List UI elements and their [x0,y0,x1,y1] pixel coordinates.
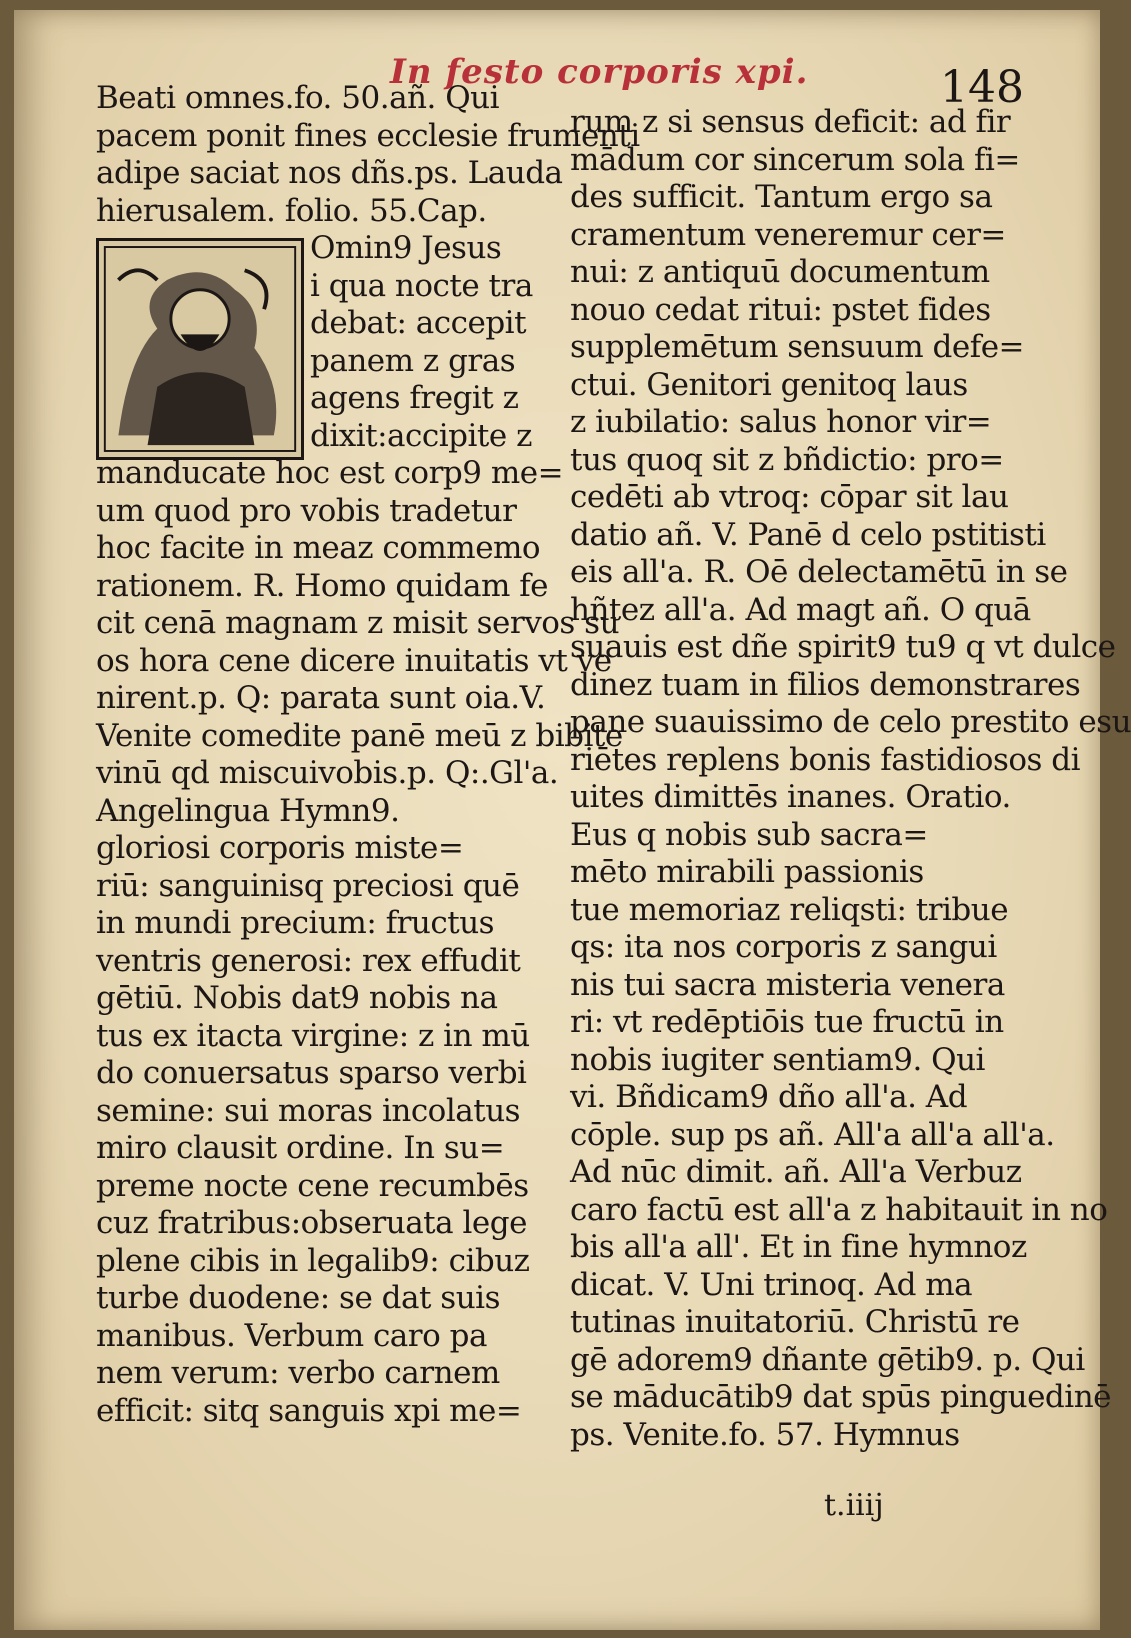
text-line: ventris generosi: rex effudit [96,942,521,979]
text-line: rum z si sensus deficit: ad fir [570,104,1011,140]
text-line: um quod pro vobis tradetur [96,492,517,529]
text-line: cōple. sup ps añ. All'a all'a all'a. [570,1116,1055,1153]
text-line: Venite comedite panē meū z bibite [96,717,623,754]
text-line: dicat. V. Uni trinoq. Ad ma [570,1266,973,1303]
text-line: nis tui sacra misteria venera [570,966,1005,1003]
text-line: qs: ita nos corporis z sangui [570,929,997,965]
text-line: cit cenā magnam z misit servos su [96,605,620,641]
text-line: vi. Bñdicam9 dño all'a. Ad [570,1079,968,1115]
text-line: adipe saciat nos dñs.ps. Lauda [96,155,563,191]
text-line: supplemētum sensuum defe= [570,329,1025,365]
running-header: In festo corporis xpi. [390,52,809,92]
text-line: hoc facite in meaz commemo [96,530,541,566]
text-line: pane suauissimo de celo prestito esu [570,704,1131,740]
text-line: se māducātib9 dat spūs pinguedinē [570,1379,1112,1415]
text-line: panem z gras [310,342,516,379]
text-line: efficit: sitq sanguis xpi me= [96,1392,522,1429]
text-line: dixit:accipite z [310,417,532,454]
text-line: z iubilatio: salus honor vir= [570,404,992,440]
text-line: nem verum: verbo carnem [96,1355,500,1391]
text-line: os hora cene dicere inuitatis vt ve [96,642,612,679]
text-line: riū: sanguinisq preciosi quē [96,867,520,904]
text-line: bis all'a all'. Et in fine hymnoz [570,1229,1027,1265]
text-line: uites dimittēs inanes. Oratio. [570,779,1011,815]
signature-mark: t.iiij [824,1488,884,1523]
text-line: cuz fratribus:obseruata lege [96,1205,527,1241]
text-line: nirent.p. Q: parata sunt oia.V. [96,680,546,716]
text-line: Beati omnes.fo. 50.añ. Qui [96,80,500,116]
text-line: gloriosi corporis miste= [96,830,464,866]
text-line: Omin9 Jesus [310,230,502,266]
text-line: manducate hoc est corp9 me= [96,455,564,491]
text-line: agens fregit z [310,380,519,416]
text-line: plene cibis in legalib9: cibuz [96,1242,530,1279]
folio-number: 148 [940,62,1024,113]
text-line: Eus q nobis sub sacra= [570,816,928,853]
text-line: vinū qd miscuivobis.p. Q:.Gl'a. [96,755,559,791]
text-line: riētes replens bonis fastidiosos di [570,741,1081,778]
text-line: cedēti ab vtroq: cōpar sit lau [570,479,1009,515]
text-line: tus ex itacta virgine: z in mū [96,1017,530,1054]
text-line: tue memoriaz reliqsti: tribue [570,891,1009,928]
text-line: dinez tuam in filios demonstrares [570,666,1081,703]
text-line: miro clausit ordine. In su= [96,1130,505,1166]
text-line: gē adorem9 dñante gētib9. p. Qui [570,1341,1085,1378]
text-line: ctui. Genitori genitoq laus [570,366,968,403]
text-line: Angelingua Hymn9. [96,792,400,829]
text-line: i qua nocte tra [310,267,533,304]
text-line: datio añ. V. Panē d celo pstitisti [570,516,1046,553]
text-line: turbe duodene: se dat suis [96,1280,501,1316]
text-line: preme nocte cene recumbēs [96,1167,529,1204]
text-line: nouo cedat ritui: pstet fides [570,291,991,328]
text-line: pacem ponit fines ecclesie frumenti [96,117,640,154]
text-line: suauis est dñe spirit9 tu9 q vt dulce [570,629,1116,665]
text-line: des sufficit. Tantum ergo sa [570,179,993,215]
text-line: semine: sui moras incolatus [96,1092,521,1129]
text-line: mādum cor sincerum sola fi= [570,141,1020,178]
text-line: nobis iugiter sentiam9. Qui [570,1041,985,1078]
text-line: eis all'a. R. Oē delectamētū in se [570,554,1068,590]
text-line: tutinas inuitatoriū. Christū re [570,1304,1020,1340]
text-line: cramentum veneremur cer= [570,216,1006,253]
text-line: debat: accepit [310,305,527,341]
text-line: hierusalem. folio. 55.Cap. [96,192,487,229]
text-line: manibus. Verbum caro pa [96,1317,487,1354]
text-line: gētiū. Nobis dat9 nobis na [96,980,498,1016]
text-line: in mundi precium: fructus [96,905,495,941]
text-line: tus quoq sit z bñdictio: pro= [570,441,1004,478]
left-column [96,80,640,1430]
text-line: mēto mirabili passionis [570,854,924,890]
text-line: ps. Venite.fo. 57. Hymnus [570,1416,960,1453]
right-column [570,104,1131,1454]
text-line: caro factū est all'a z habitauit in no [570,1191,1108,1228]
text-line: Ad nūc dimit. añ. All'a Verbuz [570,1154,1022,1190]
text-line: nui: z antiquū documentum [570,254,990,290]
text-line: hñtez all'a. Ad magt añ. O quā [570,591,1031,628]
text-line: ri: vt redēptiōis tue fructū in [570,1004,1004,1040]
text-line: do conuersatus sparso verbi [96,1055,527,1091]
text-line: rationem. R. Homo quidam fe [96,567,549,604]
